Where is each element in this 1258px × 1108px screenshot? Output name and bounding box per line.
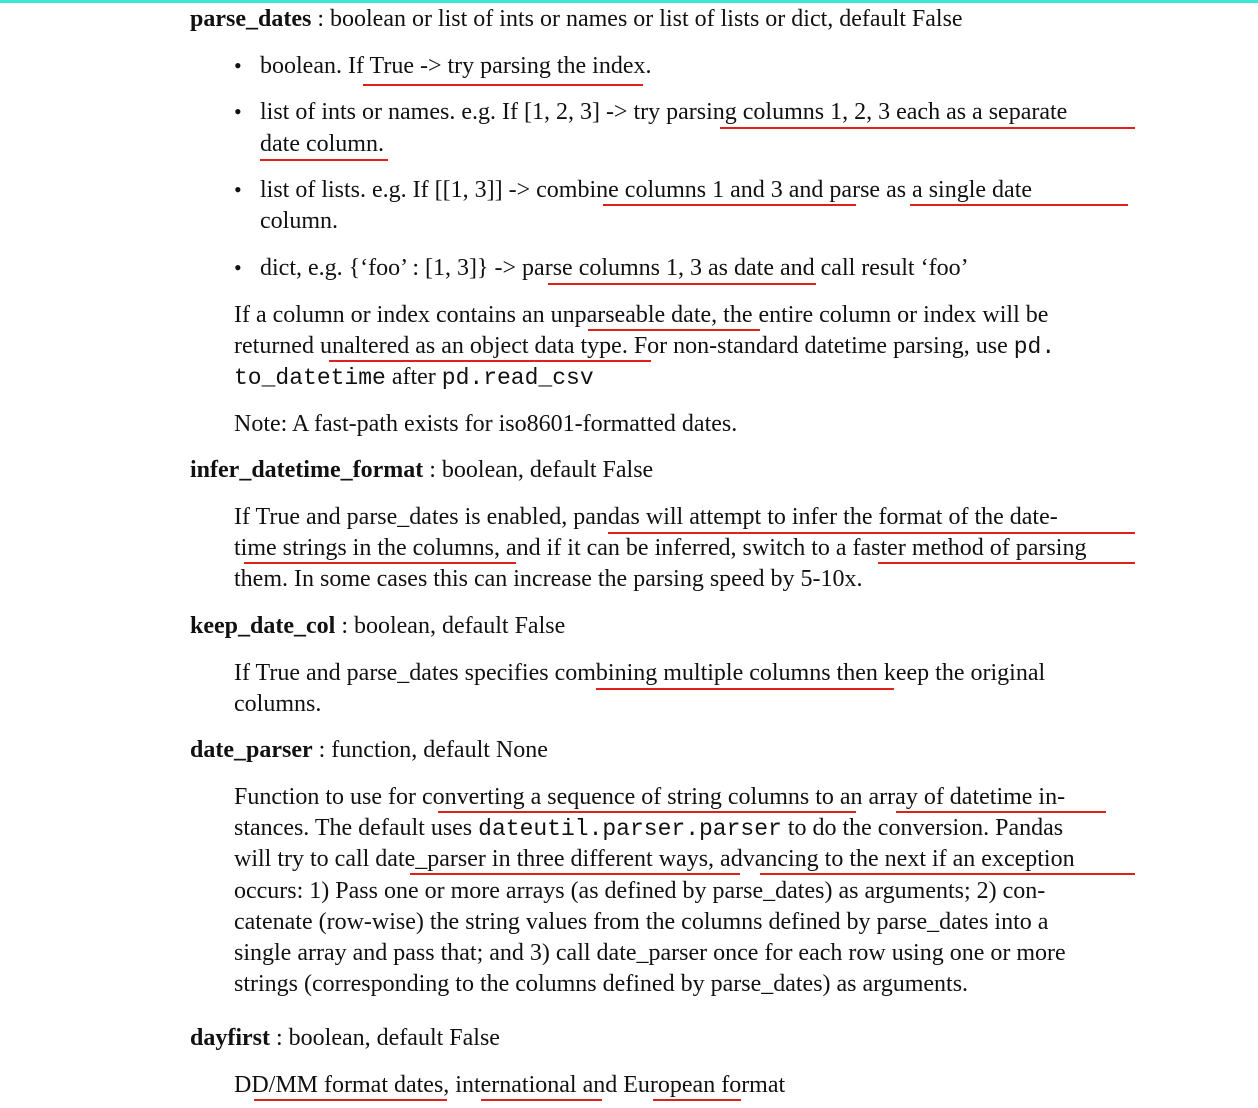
code-text: pd.read_csv [441, 365, 594, 391]
underline-mark [896, 811, 1106, 813]
param-name: dayfirst [190, 1025, 270, 1051]
bullet-icon: • [234, 53, 242, 78]
underline-mark [548, 283, 816, 285]
underline-mark [329, 360, 651, 362]
bullet-text: dict, e.g. {‘foo’ : [1, 3]} -> parse columns 1, 3 as date and call result ‘foo’ [260, 255, 969, 281]
paragraph-line: single array and pass that; and 3) call date_parser once for each row using one or more [234, 940, 1066, 966]
code-text: dateutil.parser.parser [478, 816, 782, 842]
param-signature: : boolean, default False [423, 457, 654, 483]
param-keep-date-col [190, 614, 565, 638]
paragraph-line: occurs: 1) Pass one or more arrays (as defined by parse_dates) as arguments; 2) con- [234, 878, 1046, 904]
param-signature: : boolean or list of ints or names or list of lists or dict, default False [311, 6, 963, 32]
bullet-icon: • [234, 177, 242, 202]
paragraph-line: catenate (row-wise) the string values from the columns defined by parse_dates into a [234, 909, 1049, 935]
top-rule [0, 0, 1258, 3]
param-name: date_parser [190, 737, 313, 763]
code-text: pd. [1013, 334, 1056, 360]
param-name: infer_datetime_format [190, 457, 424, 483]
underline-mark [608, 532, 1135, 534]
paragraph-line [234, 816, 1063, 841]
bullet-text: column. [260, 208, 338, 234]
paragraph-line: them. In some cases this can increase the parsing speed by 5-10x. [234, 566, 863, 592]
note-line: Note: A fast-path exists for iso8601-formatted dates. [234, 411, 738, 437]
param-parse-dates [190, 7, 963, 31]
param-date-parser [190, 738, 548, 762]
paragraph-line: Function to use for converting a sequence of string columns to an array of datetime in- [234, 784, 1066, 810]
paragraph-text: returned unaltered as an object data type. For non-standard datetime parsing, use [234, 333, 1014, 359]
paragraph-line: If a column or index contains an unparseable date, the entire column or index will be [234, 302, 1049, 328]
param-dayfirst [190, 1026, 500, 1050]
paragraph-text: to do the conversion. Pandas [781, 815, 1064, 841]
param-signature: : function, default None [312, 737, 548, 763]
underline-mark [596, 688, 894, 690]
param-signature: : boolean, default False [270, 1025, 500, 1051]
paragraph-line: strings (corresponding to the columns defined by parse_dates) as arguments. [234, 971, 969, 997]
paragraph-line: columns. [234, 691, 322, 717]
underline-mark [603, 204, 856, 206]
bullet-text: list of lists. e.g. If [[1, 3]] -> combine columns 1 and 3 and parse as a single date [260, 177, 1033, 203]
param-name: parse_dates [190, 6, 312, 32]
paragraph-line [234, 365, 594, 390]
paragraph-line: time strings in the columns, and if it can be inferred, switch to a faster method of parsing [234, 535, 1087, 561]
underline-mark [260, 159, 388, 161]
bullet-text: list of ints or names. e.g. If [1, 2, 3] -> try parsing columns 1, 2, 3 each as a separate [260, 99, 1068, 125]
bullet-icon: • [234, 255, 242, 280]
param-signature: : boolean, default False [335, 613, 566, 639]
paragraph-text: stances. The default uses [234, 815, 479, 841]
paragraph-line [234, 334, 1055, 359]
paragraph-line: DD/MM format dates, international and European format [234, 1072, 786, 1098]
underline-mark [878, 562, 1135, 564]
underline-mark [720, 127, 1135, 129]
underline-mark [588, 329, 760, 331]
paragraph-line: If True and parse_dates specifies combining multiple columns then keep the original [234, 660, 1046, 686]
underline-mark [363, 84, 643, 86]
bullet-icon: • [234, 99, 242, 124]
underline-mark [910, 204, 1128, 206]
underline-mark [254, 1099, 447, 1101]
paragraph-text: after [385, 364, 442, 390]
param-name: keep_date_col [190, 613, 336, 639]
paragraph-line: will try to call date_parser in three different ways, advancing to the next if an exception [234, 846, 1075, 872]
underline-mark [760, 873, 1135, 875]
paragraph-line: If True and parse_dates is enabled, pandas will attempt to infer the format of the date- [234, 504, 1058, 530]
underline-mark [244, 562, 516, 564]
underline-mark [410, 873, 740, 875]
underline-mark [438, 811, 856, 813]
underline-mark [653, 1099, 741, 1101]
code-text: to_datetime [234, 365, 386, 391]
bullet-text: date column. [260, 131, 384, 157]
underline-mark [481, 1099, 602, 1101]
bullet-text: boolean. If True -> try parsing the index. [260, 53, 652, 79]
param-infer-datetime-format [190, 458, 653, 482]
